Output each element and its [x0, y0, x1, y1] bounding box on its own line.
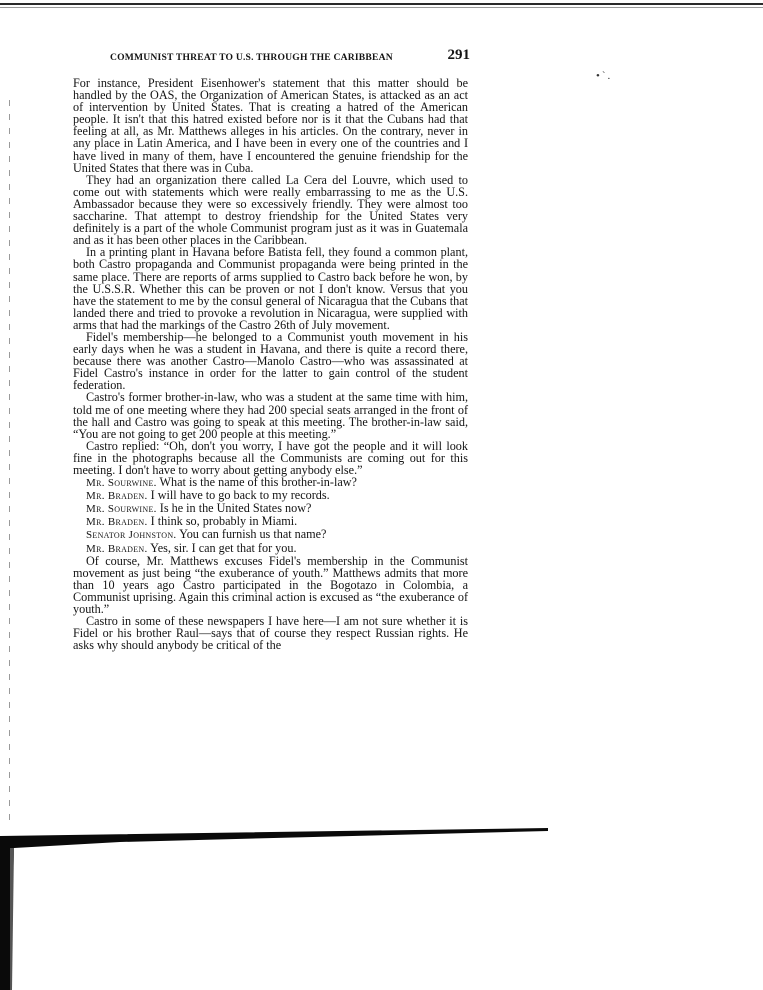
- paragraph: For instance, President Eisenhower's statement that this matter should be handled by the OAS, the Organization of American States, is attacked as an act of intervention by United States. That is creating a hatred of the American people. It isn't that this hatred existed before nor is it that the Cubans had that feeling at all, as Mr. Matthews alleges in his articles. On the contrary, never in any place in Latin America, and I have been in every one of the countries and I have lived in many of them, have I encountered the genuine friendship for the United States that there was in Cuba.: [73, 76, 468, 175]
- scan-top-rule: [0, 3, 763, 5]
- speech: Yes, sir. I can get that for you.: [150, 540, 297, 555]
- speaker-name: Mr. Braden.: [86, 490, 148, 503]
- speech: I think so, probably in Miami.: [150, 514, 298, 529]
- speaker-name: Mr. Braden.: [86, 542, 148, 555]
- body-text: [73, 77, 468, 651]
- page-number: 291: [447, 47, 470, 63]
- page-header: [110, 47, 470, 66]
- scan-specks: •ˋ.: [596, 70, 613, 82]
- running-head: COMMUNIST THREAT TO U.S. THROUGH THE CARIBBEAN: [110, 52, 393, 63]
- scan-shadow-shape: [0, 828, 548, 990]
- speaker-name: Mr. Sourwine.: [86, 477, 157, 490]
- scan-left-edge: [9, 100, 10, 820]
- speech: What is the name of this brother-in-law?: [159, 475, 357, 490]
- speaker-name: Senator Johnston.: [86, 529, 177, 542]
- speech: Is he in the United States now?: [159, 501, 312, 516]
- paragraph: In a printing plant in Havana before Batista fell, they found a common plant, both Castro propaganda and Communist propaganda were being printed in the same place. There are reports of arms supplied to Castro back before he won, by the U.S.S.R. Whether this can be proven or not I don't know. Versus that you have the statement to me by the consul general of Nicaragua that the Cubans that landed there and tried to provoke a revolution in Nicaragua, were supplied with arms that had the markings of the Castro 26th of July movement.: [73, 245, 468, 332]
- scan-top-rule-faint: [0, 7, 763, 8]
- dialogue-line: [73, 542, 468, 555]
- speech: You can furnish us that name?: [179, 527, 327, 542]
- paragraph: Castro in some of these newspapers I have here—I am not sure whether it is Fidel or his brother Raul—says that of course they respect Russian rights. He asks why should anybody be critical of the: [73, 614, 468, 653]
- speaker-name: Mr. Braden.: [86, 516, 148, 529]
- paragraph: Castro's former brother-in-law, who was a student at the same time with him, told me of one meeting where they had 200 special seats arranged in the front of the hall and Castro was going to speak at this meeting. The brother-in-law said, “You are not going to get 200 people at this meeting.”: [73, 390, 468, 441]
- paragraph: Fidel's membership—he belonged to a Communist youth movement in his early days when he was a student in Havana, and there is quite a record there, because there was another Castro—Manolo Castro—who was assassinated at Fidel Castro's instance in order for the latter to gain control of the student federation.: [73, 329, 468, 393]
- paragraph: They had an organization there called La Cera del Louvre, which used to come out with statements which were really embarrassing to me as the U.S. Ambassador because they were so excessively friendly. They were almost too saccharine. That attempt to destroy friendship for the United States very definitely is a part of the whole Communist program just as it was in Guatemala and as it has been other places in the Caribbean.: [73, 172, 468, 248]
- paragraph: Of course, Mr. Matthews excuses Fidel's membership in the Communist movement as just being “the exuberance of youth.” Matthews admits that more than 10 years ago Castro participated in the Bogotazo in Colombia, a Communist uprising. Again this criminal action is excused as “the exuberance of youth.”: [73, 553, 468, 617]
- speaker-name: Mr. Sourwine.: [86, 503, 157, 516]
- paragraph: Castro replied: “Oh, don't you worry, I have got the people and it will look fine in the photographs because all the Communists are coming out for this meeting. I don't have to worry about getting anybody else.”: [73, 438, 468, 477]
- speech: I will have to go back to my records.: [150, 488, 330, 503]
- scan-bottom-shadow: [0, 828, 548, 990]
